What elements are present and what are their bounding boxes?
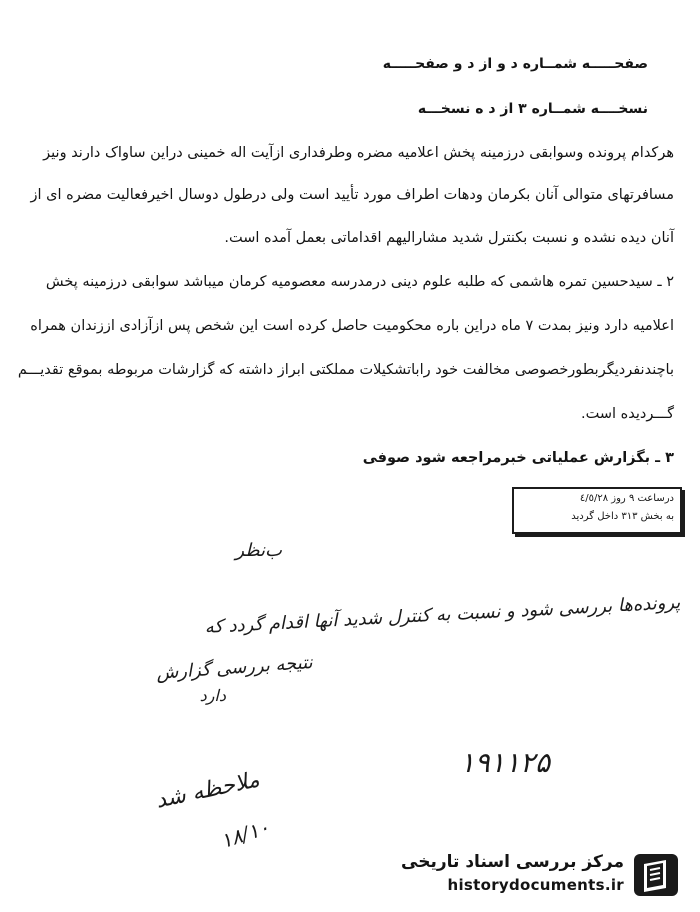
archive-logo-icon: [630, 850, 682, 900]
page-number-line: صفحـــــه شمــاره د و از د و صفحـــــه: [382, 56, 648, 72]
handwritten-note-line-2: نتیجه بررسی گزارش: [155, 652, 313, 684]
stamp-line-1: درساعت ٩ روز ٤/٥/٢٨: [579, 493, 674, 504]
body-line-8: ٣ ـ بگزارش عملیاتی خبرمراجعه شود صوفی: [362, 450, 674, 466]
handwritten-note-line-3: دارد: [199, 686, 226, 705]
handwritten-initials: ملاحظه شد: [153, 767, 262, 814]
registration-stamp: [512, 487, 682, 534]
body-line-6: باچندنفردیگربطورخصوصی مخالفت خود راباتشکیلات مملکتی ابراز داشته که گزارشات مربوطه بموقع تقدیـــم: [17, 362, 674, 378]
copy-number-line: نسخــــه شمــاره ٣ از د ه نسخـــه: [417, 101, 648, 117]
body-line-3: آنان دیده نشده و نسبت بکنترل شدید مشارالیهم اقداماتی بعمل آمده است.: [224, 230, 674, 246]
archive-watermark: [401, 848, 686, 902]
handwritten-date: ۱۸/۱۰: [217, 814, 273, 854]
body-line-5: اعلامیه دارد ونیز بمدت ٧ ماه دراین باره محکومیت حاصل کرده است این شخص پس ازآزادی اززندان همراه: [30, 318, 674, 334]
handwritten-number: ۱۹۱۱۲۵: [459, 746, 550, 779]
body-line-7: گـــردیده است.: [581, 406, 674, 422]
archive-name: مرکز بررسی اسناد تاریخی: [401, 852, 624, 872]
body-line-1: هرکدام پرونده وسوابقی درزمینه پخش اعلامیه مضره وطرفداری ازآیت اله خمینی دراین ساواک دارند ونیز: [43, 145, 674, 161]
body-line-2: مسافرتهای متوالی آنان بکرمان ودهات اطراف مورد تأیید است ولی درطول دوسال اخیرفعالیت مضره ای از: [30, 187, 674, 203]
archive-url: historydocuments.ir: [447, 876, 624, 894]
body-line-4: ٢ ـ سیدحسین تمره هاشمی که طلبه علوم دینی درمدرسه معصومیه کرمان میباشد سوابقی درزمینه پخش: [45, 274, 674, 290]
handwritten-note-heading: ب‌نظر: [235, 540, 282, 561]
stamp-line-2: به بخش ٣١٣ داخل گردید: [571, 511, 674, 522]
handwritten-note-line-1: پرونده‌ها بررسی شود و نسبت به کنترل شدید آنها اقدام گردد که: [203, 592, 681, 638]
